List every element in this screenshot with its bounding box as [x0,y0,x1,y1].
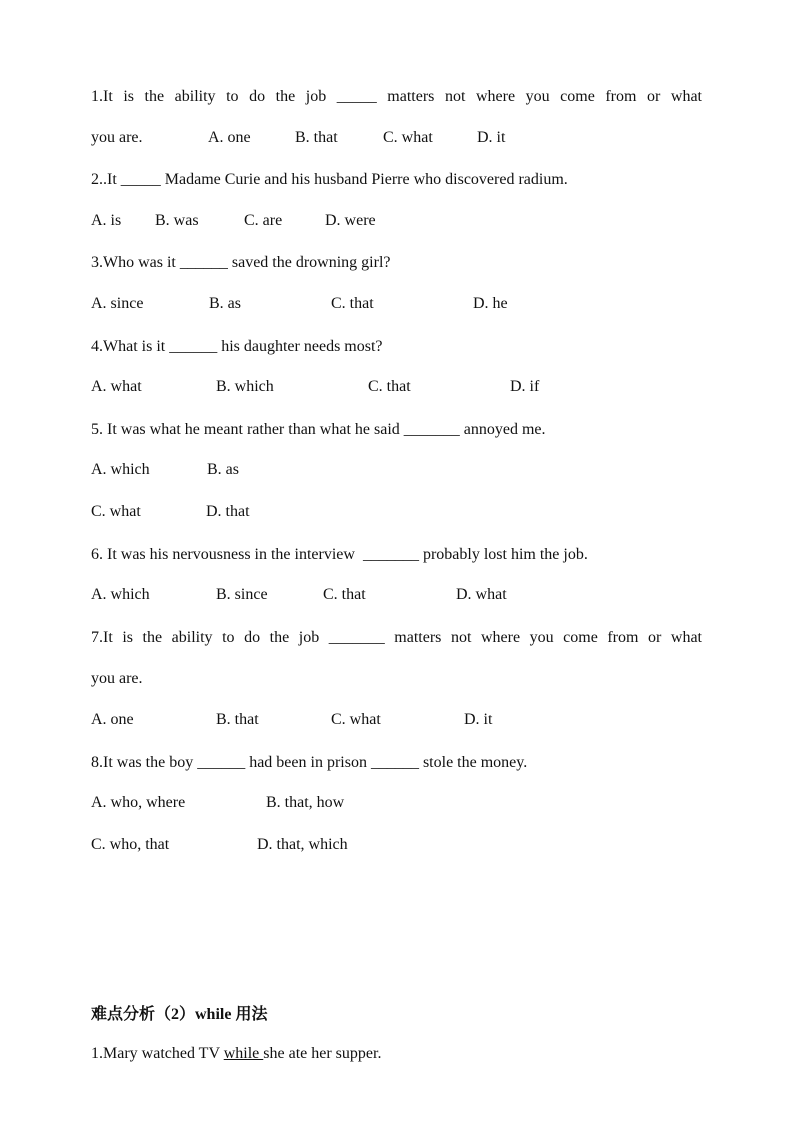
question-1-stem-end: you are. [91,129,143,146]
option-d: D. it [464,711,493,728]
question-1-text: 1.It is the ability to do the job _____ matters not where you come from or what [91,88,702,105]
option-b: B. that [216,711,259,728]
question-3-text: 3.Who was it ______ saved the drowning girl? [91,254,391,271]
option-a: A. which [91,586,150,603]
option-b: B. that, how [266,794,345,811]
question-5-options-row-1 [0,461,794,481]
option-b: B. that [295,129,338,146]
question-5-options-row-2 [0,503,794,523]
option-d: D. what [456,586,507,603]
question-8-text: 8.It was the boy ______ had been in prison ______ stole the money. [91,754,528,771]
option-c: C. that [368,378,411,395]
underlined-answer: while [223,1045,264,1062]
option-d: D. that, which [257,836,348,853]
option-a: A. which [91,461,150,478]
question-7-stem-end: you are. [91,670,143,687]
question-7-options [0,711,794,731]
question-6-text: 6. It was his nervousness in the interview _______ probably lost him the job. [91,546,588,563]
option-d: D. were [325,212,376,229]
option-b: B. was [155,212,199,229]
question-6-options [0,586,794,606]
option-a: A. one [208,129,251,146]
option-d: D. if [510,378,540,395]
option-c: C. are [244,212,283,229]
option-d: D. that [206,503,250,520]
question-2-text: 2..It _____ Madame Curie and his husband Pierre who discovered radium. [91,171,568,188]
question-2-options [0,212,794,232]
question-text-end: she ate her supper. [263,1045,382,1062]
option-c: C. what [331,711,381,728]
option-a: A. is [91,212,122,229]
option-d: D. he [473,295,508,312]
option-d: D. it [477,129,506,146]
option-a: A. one [91,711,134,728]
question-5-text: 5. It was what he meant rather than what he said _______ annoyed me. [91,421,546,438]
option-b: B. as [207,461,239,478]
option-a: A. what [91,378,142,395]
option-c: C. that [323,586,366,603]
option-a: A. who, where [91,794,186,811]
option-a: A. since [91,295,144,312]
question-1-options [0,129,794,149]
question-4-options [0,378,794,398]
question-7-text: 7.It is the ability to do the job _______ matters not where you come from or what [91,629,702,646]
option-c: C. what [91,503,141,520]
option-b: B. which [216,378,274,395]
section-heading: 难点分析（2）while 用法 [91,1006,268,1023]
option-c: C. that [331,295,374,312]
question-8-options-row-2 [0,836,794,856]
option-b: B. as [209,295,241,312]
question-3-options [0,295,794,315]
option-b: B. since [216,586,268,603]
question-4-text: 4.What is it ______ his daughter needs most? [91,338,383,355]
section-2-question-1 [91,1044,381,1064]
question-8-options-row-1 [0,794,794,814]
question-text-start: 1.Mary watched TV [91,1045,224,1062]
option-c: C. who, that [91,836,170,853]
option-c: C. what [383,129,433,146]
